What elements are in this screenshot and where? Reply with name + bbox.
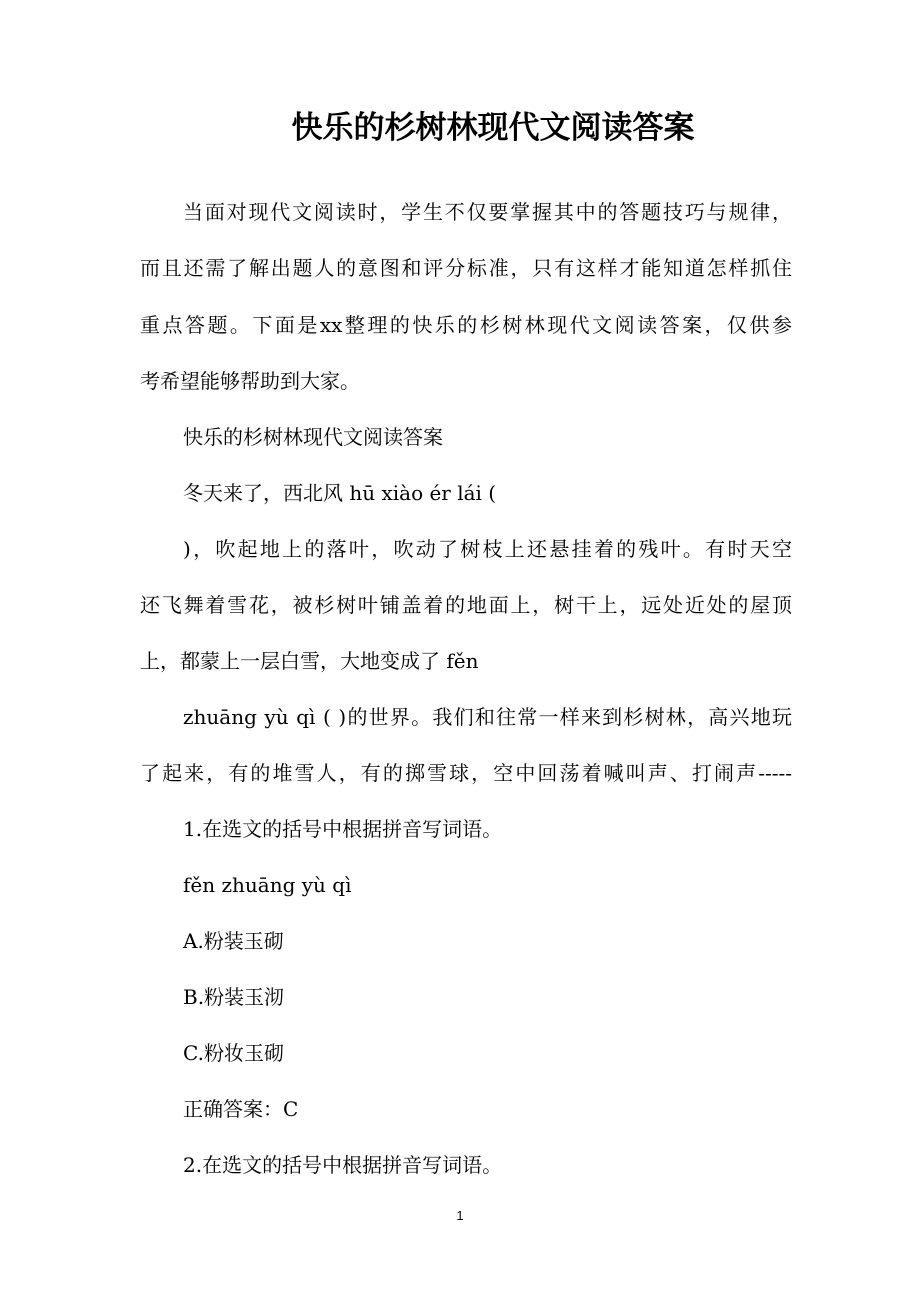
intro-line-3: 重点答题。下面是xx整理的快乐的杉树林现代文阅读答案，仅供参 [140, 313, 792, 337]
question-1-option-c: C.粉妆玉砌 [183, 1041, 284, 1065]
passage-line-5: zhuāng yù qì ( )的世界。我们和往常一样来到杉树林，高兴地玩 [183, 705, 792, 729]
question-1-prompt: 1.在选文的括号中根据拼音写词语。 [183, 817, 503, 841]
document-title: 快乐的杉树林现代文阅读答案 [291, 110, 695, 146]
intro-line-4: 考希望能够帮助到大家。 [140, 369, 360, 393]
question-1-pinyin: fěn zhuāng yù qì [183, 873, 352, 897]
question-1-option-b: B.粉装玉沏 [183, 985, 285, 1009]
section-subtitle: 快乐的杉树林现代文阅读答案 [183, 425, 443, 449]
passage-line-1: 冬天来了，西北风 hū xiào ér lái ( [183, 481, 497, 505]
passage-line-6: 了起来，有的堆雪人，有的掷雪球，空中回荡着喊叫声、打闹声----- [140, 761, 792, 785]
passage-line-4: 上，都蒙上一层白雪，大地变成了 fěn [140, 649, 479, 673]
question-1-answer: 正确答案：C [183, 1097, 299, 1121]
question-1-option-a: A.粉装玉砌 [183, 929, 284, 953]
page-number: 1 [456, 1208, 464, 1223]
question-2-prompt: 2.在选文的括号中根据拼音写词语。 [183, 1153, 503, 1177]
intro-line-2: 而且还需了解出题人的意图和评分标准，只有这样才能知道怎样抓住 [140, 256, 792, 280]
passage-line-3: 还飞舞着雪花，被杉树叶铺盖着的地面上，树干上，远处近处的屋顶 [140, 593, 792, 617]
passage-line-2: )，吹起地上的落叶，吹动了树枝上还悬挂着的残叶。有时天空 [183, 537, 792, 561]
intro-line-1: 当面对现代文阅读时，学生不仅要掌握其中的答题技巧与规律， [183, 200, 792, 224]
